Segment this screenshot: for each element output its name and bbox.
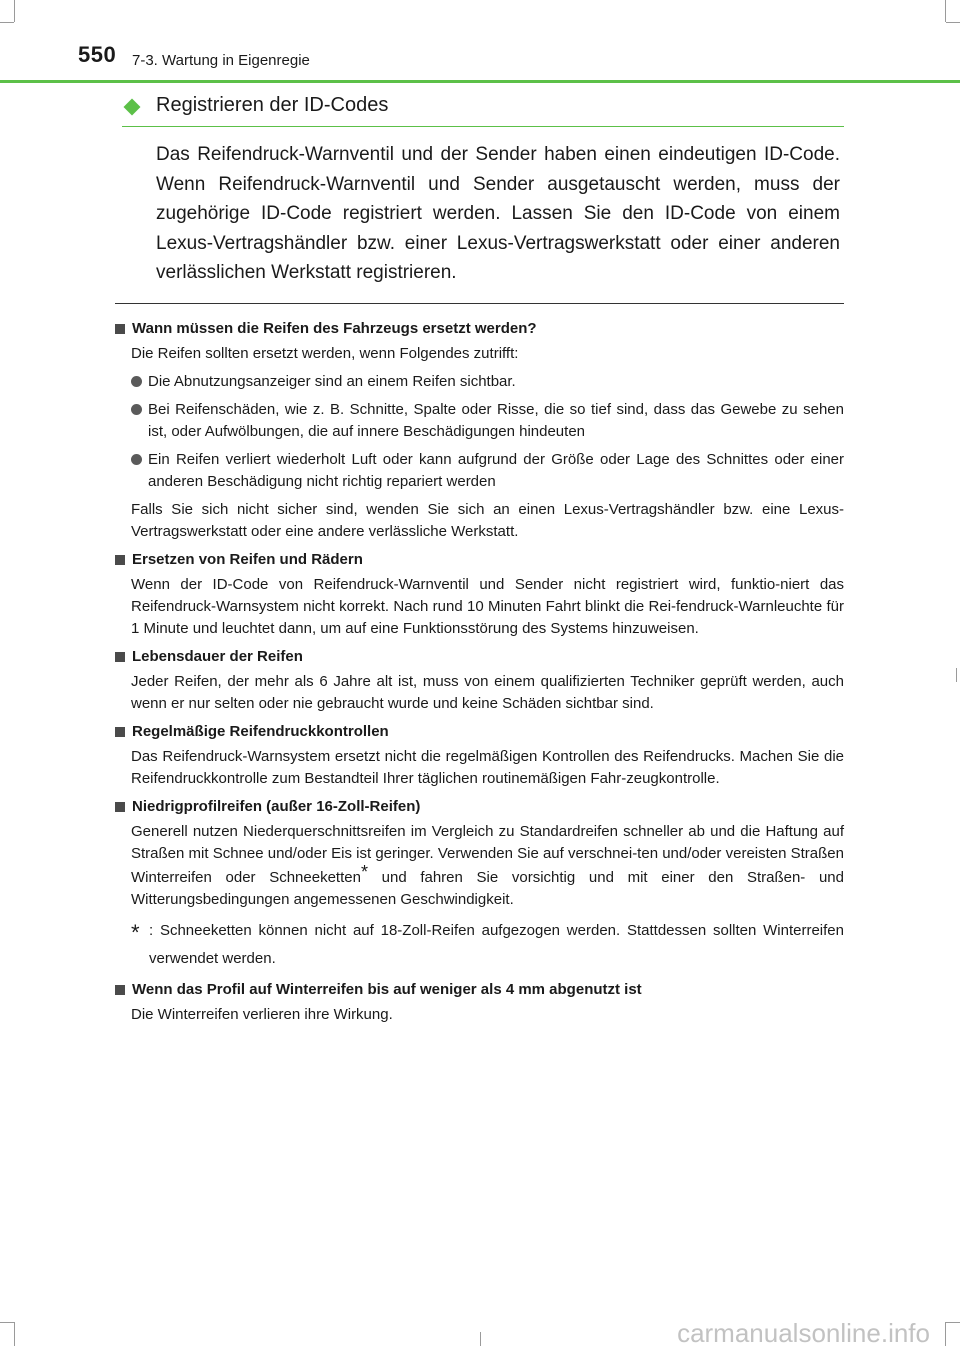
footnote-marker xyxy=(131,917,149,973)
section-title: 7-3. Wartung in Eigenregie xyxy=(132,52,310,69)
list-item-text: Die Abnutzungsanzeiger sind an einem Reifen sichtbar. xyxy=(148,373,516,390)
footnote-star: * xyxy=(131,920,140,945)
topic-title-text: Regelmäßige Reifendruckkontrollen xyxy=(132,723,389,740)
subsection-rule xyxy=(122,126,844,127)
topic-title-text: Lebensdauer der Reifen xyxy=(132,648,303,665)
topic-body-part: und fahren Sie vorsichtig und mit einer den Straßen- und Witterungsbedingungen angemessenen Geschwindigkeit. xyxy=(131,869,844,908)
topic-title xyxy=(114,796,844,818)
square-icon xyxy=(115,802,125,812)
crop-mark xyxy=(480,1332,481,1346)
crop-mark xyxy=(14,0,15,22)
topic-title xyxy=(114,318,844,340)
topic-body-part: Generell nutzen Niederquerschnittsreifen im Vergleich zu Standardreifen schneller ab und die Haftung auf Straßen mit Schnee und/oder Eis ist geringer. Verwenden Sie auf verschnei-ten und/oder vereisten Straßen Winterreifen oder Schneeketten xyxy=(131,823,844,886)
topic-list xyxy=(114,318,844,1032)
footnote-reference: * xyxy=(360,862,368,882)
section-divider xyxy=(115,303,844,304)
topic-tire-lifespan xyxy=(114,646,844,715)
crop-mark xyxy=(946,22,960,23)
list-item-text: Ein Reifen verliert wiederholt Luft oder kann aufgrund der Größe oder Lage des Schnittes oder einer anderen Beschädigung nicht richtig repariert werden xyxy=(148,451,844,490)
square-icon xyxy=(115,985,125,995)
page-number: 550 xyxy=(78,42,117,67)
topic-title xyxy=(114,721,844,743)
crop-mark xyxy=(0,22,14,23)
crop-mark xyxy=(945,0,946,22)
bullet-icon xyxy=(131,376,142,387)
list-item xyxy=(114,399,844,443)
topic-title xyxy=(114,979,844,1001)
topic-winter-tires xyxy=(114,979,844,1026)
crop-mark xyxy=(956,668,957,682)
bullet-icon xyxy=(131,454,142,465)
topic-title-text: Niedrigprofilreifen (außer 16-Zoll-Reifen) xyxy=(132,798,421,815)
topic-title xyxy=(114,549,844,571)
square-icon xyxy=(115,555,125,565)
topic-body: Wenn der ID-Code von Reifendruck-Warnventil und Sender nicht registriert wird, funktio-niert das Reifendruck-Warnsystem nicht korrekt. Nach rund 10 Minuten Fahrt blinkt die Rei-fendruck-Warnleuchte für 1 Minute und leuchtet dann, um auf eine Funktionsstörung des Systems hinzuweisen. xyxy=(131,576,844,637)
footnote xyxy=(114,917,844,973)
topic-lead: Die Reifen sollten ersetzt werden, wenn Folgendes zutrifft: xyxy=(131,345,519,362)
topic-body: Die Winterreifen verlieren ihre Wirkung. xyxy=(131,1006,393,1023)
crop-mark xyxy=(0,1322,14,1323)
subsection-intro: Das Reifendruck-Warnventil und der Sender haben einen eindeutigen ID-Code. Wenn Reifendruck-Warnventil und Sender ausgetauscht werden, muss der zugehörige ID-Code registriert werden. Lassen Sie den ID-Code von einem Lexus-Vertragshändler bzw. einer Lexus-Vertragswerkstatt oder einer anderen verlässlichen Werkstatt registrieren. xyxy=(156,144,840,283)
square-icon xyxy=(115,652,125,662)
topic-replace-wheels xyxy=(114,549,844,640)
watermark: carmanualsonline.info xyxy=(677,1318,930,1348)
topic-low-profile-tires xyxy=(114,796,844,973)
bullet-icon xyxy=(131,404,142,415)
crop-mark xyxy=(14,1322,15,1346)
topic-title-text: Ersetzen von Reifen und Rädern xyxy=(132,551,363,568)
topic-body xyxy=(114,821,844,911)
topic-title xyxy=(114,646,844,668)
crop-mark xyxy=(945,1322,946,1346)
diamond-icon xyxy=(124,99,141,116)
topic-body: Das Reifendruck-Warnsystem ersetzt nicht die regelmäßigen Kontrollen des Reifendrucks. Machen Sie die Reifendruckkontrolle zum Bestandteil Ihrer täglichen routinemäßigen Fahr-zeugkontrolle. xyxy=(131,748,844,787)
topic-pressure-checks xyxy=(114,721,844,790)
topic-title-text: Wenn das Profil auf Winterreifen bis auf weniger als 4 mm abgenutzt ist xyxy=(132,981,642,998)
list-item-text: Bei Reifenschäden, wie z. B. Schnitte, Spalte oder Risse, die so tief sind, dass das Gewebe zu sehen ist, oder Aufwölbungen, die auf innere Beschädigungen hindeuten xyxy=(148,401,844,440)
subsection-title: Registrieren der ID-Codes xyxy=(156,94,389,116)
list-item xyxy=(114,449,844,493)
square-icon xyxy=(115,727,125,737)
list-item xyxy=(114,371,844,393)
topic-body: Jeder Reifen, der mehr als 6 Jahre alt ist, muss von einem qualifizierten Techniker geprüft werden, auch wenn er nur selten oder nie gebraucht wurde und keine Schäden sichtbar sind. xyxy=(131,673,844,712)
page-header xyxy=(0,40,960,84)
topic-title-text: Wann müssen die Reifen des Fahrzeugs ersetzt werden? xyxy=(132,320,537,337)
crop-mark xyxy=(946,1322,960,1323)
square-icon xyxy=(115,324,125,334)
topic-tire-replacement xyxy=(114,318,844,543)
footnote-text: : Schneeketten können nicht auf 18-Zoll-Reifen aufgezogen werden. Stattdessen sollten Winterreifen verwendet werden. xyxy=(149,922,844,967)
topic-note: Falls Sie sich nicht sicher sind, wenden Sie sich an einen Lexus-Vertragshändler bzw. eine Lexus-Vertragswerkstatt oder eine andere verlässliche Werkstatt. xyxy=(131,501,844,540)
header-rule xyxy=(0,80,960,83)
